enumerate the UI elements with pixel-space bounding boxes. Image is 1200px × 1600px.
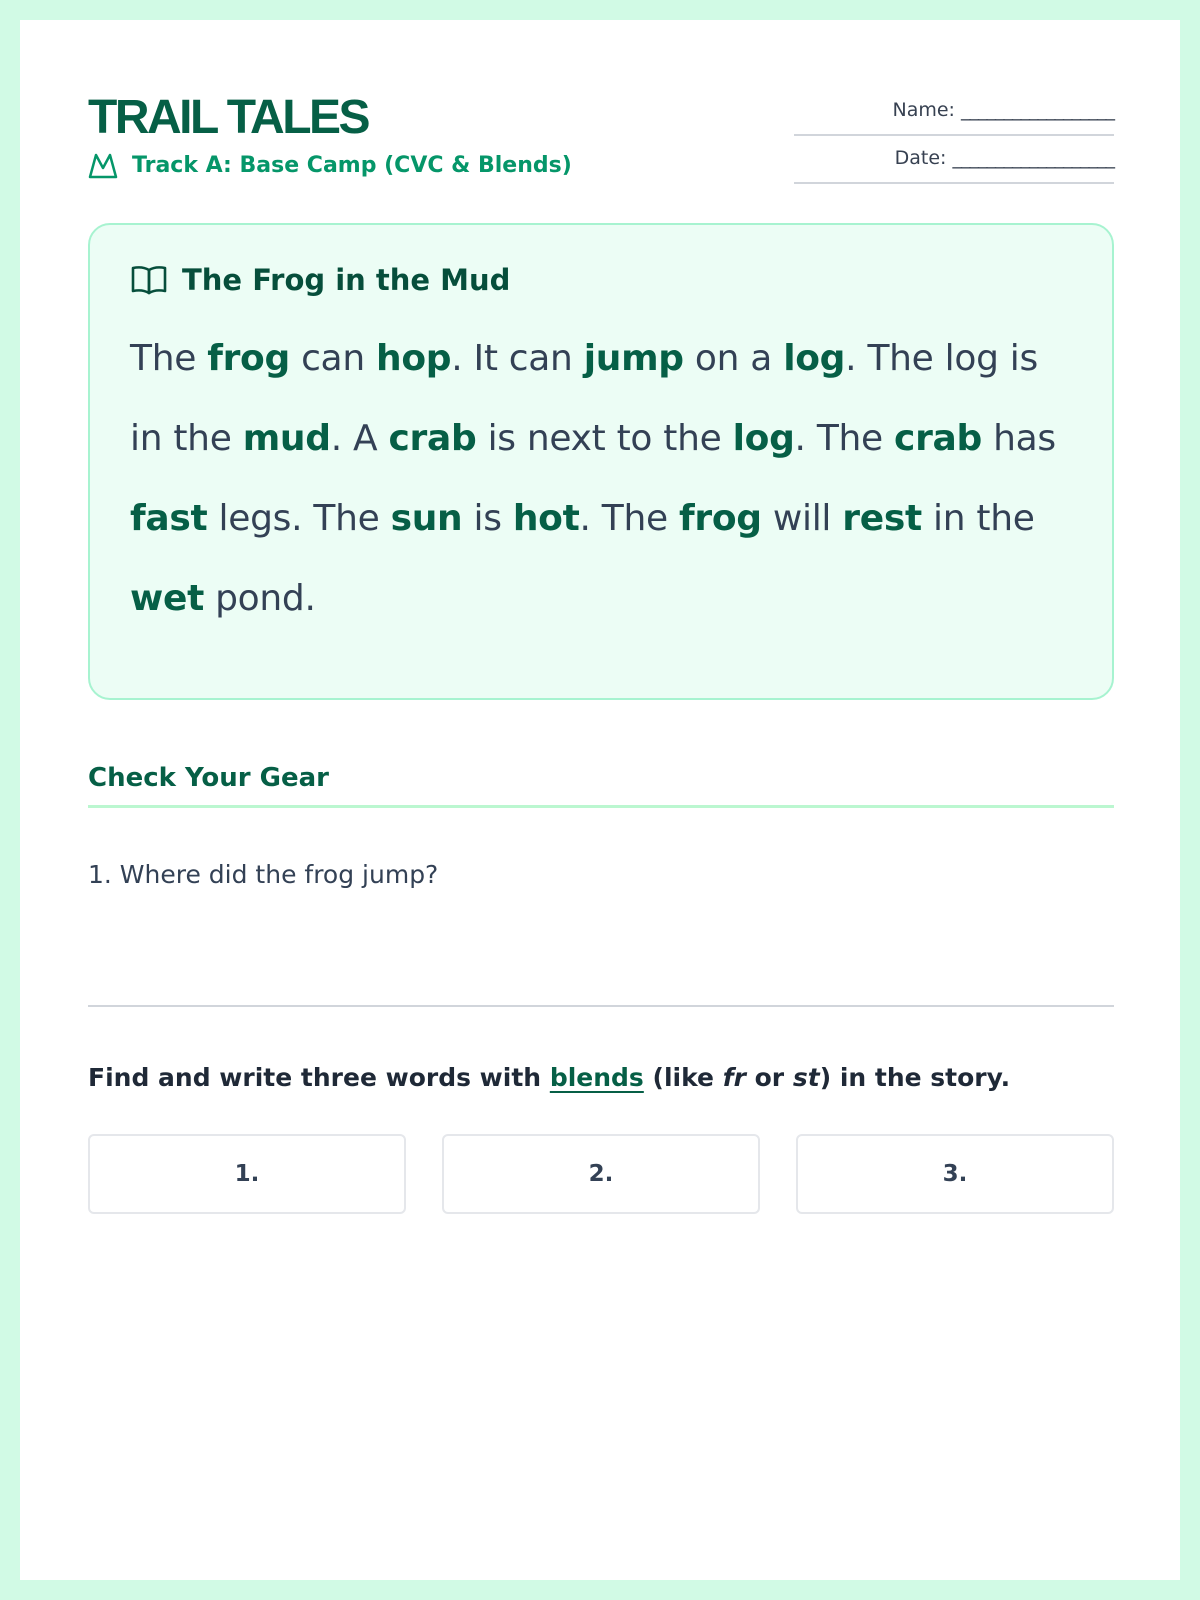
date-row[interactable] bbox=[794, 136, 1114, 184]
task-keyword-blends: blends bbox=[549, 1063, 644, 1092]
story-text-segment: is bbox=[462, 498, 513, 539]
name-row[interactable] bbox=[794, 88, 1114, 136]
task-suffix: ) in the story. bbox=[819, 1063, 1011, 1092]
page-title: TRAIL TALES bbox=[88, 91, 369, 144]
check-your-gear-heading: Check Your Gear bbox=[88, 763, 1114, 808]
answer-line-1[interactable] bbox=[88, 1005, 1114, 1007]
task-mid2: or bbox=[745, 1063, 793, 1092]
mountain-icon bbox=[88, 151, 118, 179]
story-keyword: hop bbox=[375, 338, 452, 379]
date-label: Date: bbox=[894, 147, 947, 169]
story-paragraph bbox=[130, 319, 1072, 639]
story-title: The Frog in the Mud bbox=[182, 263, 511, 297]
story-text-segment: legs. The bbox=[207, 498, 391, 539]
subtitle-text: Track A: Base Camp (CVC & Blends) bbox=[132, 152, 572, 178]
story-text-segment: . The log is in the bbox=[130, 338, 1038, 459]
story-text-segment: has bbox=[982, 418, 1056, 459]
answer-boxes bbox=[88, 1134, 1114, 1214]
story-keyword: mud bbox=[242, 418, 331, 459]
story-text-segment: on a bbox=[683, 338, 784, 379]
answer-box-3[interactable]: 3. bbox=[796, 1134, 1114, 1214]
open-book-icon bbox=[130, 264, 168, 296]
story-text-segment: . It can bbox=[451, 338, 584, 379]
name-label: Name: bbox=[892, 99, 955, 121]
story-heading bbox=[130, 263, 1072, 297]
story-text-segment: . A bbox=[330, 418, 389, 459]
task-prefix: Find and write three words with bbox=[88, 1063, 550, 1092]
story-keyword: wet bbox=[130, 578, 204, 619]
track-subtitle bbox=[88, 151, 572, 179]
story-text-segment: pond. bbox=[203, 578, 316, 619]
name-line: __________________ bbox=[961, 99, 1114, 121]
question-1: 1. Where did the frog jump? bbox=[88, 860, 439, 889]
story-text-segment: The bbox=[130, 338, 208, 379]
story-text-segment: will bbox=[761, 498, 843, 539]
task-mid1: (like bbox=[643, 1063, 723, 1092]
story-keyword: crab bbox=[894, 418, 983, 459]
story-text-segment: . The bbox=[794, 418, 895, 459]
story-text-segment: in the bbox=[921, 498, 1035, 539]
story-keyword: sun bbox=[390, 498, 463, 539]
story-keyword: frog bbox=[207, 338, 290, 379]
story-keyword: frog bbox=[679, 498, 762, 539]
story-keyword: crab bbox=[388, 418, 477, 459]
story-keyword: fast bbox=[130, 498, 208, 539]
story-text-segment: is next to the bbox=[476, 418, 733, 459]
student-info bbox=[794, 88, 1114, 184]
blends-task bbox=[88, 1063, 1010, 1092]
worksheet-page bbox=[20, 20, 1180, 1580]
story-box bbox=[88, 223, 1114, 700]
date-line: ___________________ bbox=[952, 147, 1114, 169]
task-example-st: st bbox=[792, 1063, 820, 1092]
task-example-fr: fr bbox=[722, 1063, 746, 1092]
answer-box-2[interactable]: 2. bbox=[442, 1134, 760, 1214]
answer-box-1[interactable]: 1. bbox=[88, 1134, 406, 1214]
story-text-segment: . The bbox=[579, 498, 680, 539]
story-keyword: log bbox=[783, 338, 846, 379]
story-keyword: rest bbox=[842, 498, 922, 539]
story-text-segment: can bbox=[289, 338, 376, 379]
story-keyword: log bbox=[732, 418, 795, 459]
story-keyword: jump bbox=[583, 338, 684, 379]
story-keyword: hot bbox=[512, 498, 580, 539]
